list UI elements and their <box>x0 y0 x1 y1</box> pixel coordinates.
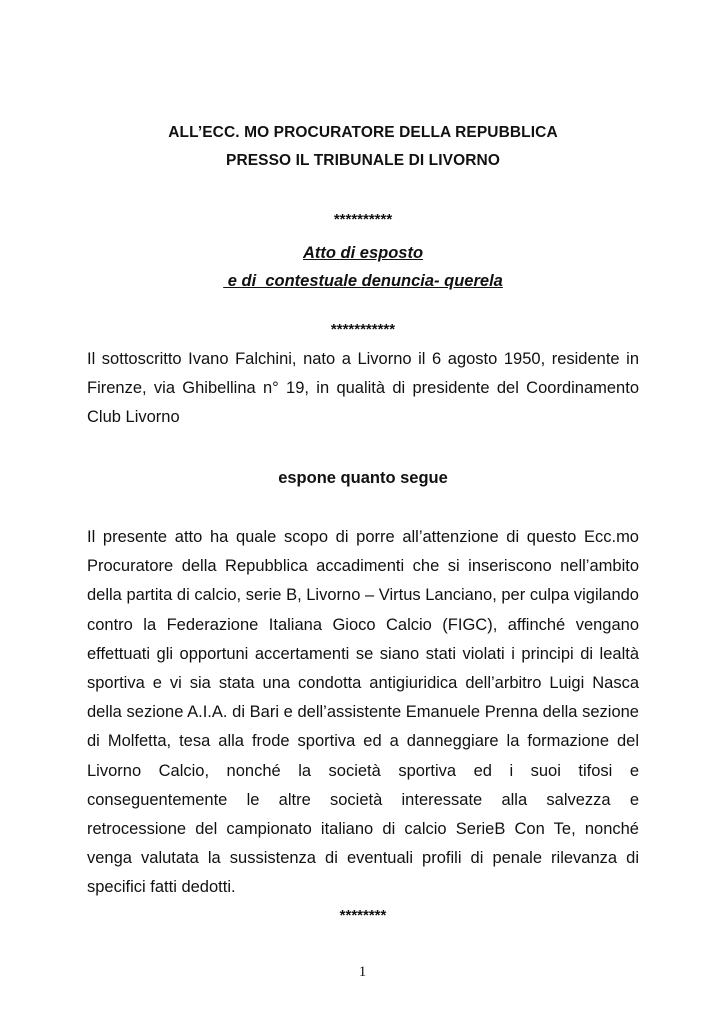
page-number: 1 <box>358 964 367 980</box>
section-heading: espone quanto segue <box>278 469 448 487</box>
body-paragraph: Il presente atto ha quale scopo di porre all’attenzione di questo Ecc.mo Procuratore della Repubblica accadimenti che si inseriscono nell’ambito della partita di calcio, serie B, Livorno – Virtus Lanciano, per culpa vigilando contro la Federazione Italiana Gioco Calcio (FIGC), affinché vengano effettuati gli opportuni accertamenti se siano stati violati i principi di lealtà sportiva e vi sia stata una condotta antigiuridica dell’arbitro Luigi Nasca della sezione A.I.A. di Bari e dell’assistente Emanuele Prenna della sezione di Molfetta, tesa alla frode sportiva ed a danneggiare la formazione del Livorno Calcio, nonché la società sportiva ed i suoi tifosi e conseguentemente le altre società interessate alla salvezza e retrocessione del campionato italiano di calcio SerieB Con Te, nonché venga valutata la sussistenza di eventuali profili di penale rilevanza di specifici fatti dedotti. <box>87 528 639 897</box>
document-subtitle-continued <box>87 272 639 291</box>
separator-stars-1: ********** <box>333 211 393 228</box>
document-subtitle <box>87 244 639 263</box>
separator-stars-3: ******** <box>339 907 387 924</box>
intro-paragraph: Il sottoscritto Ivano Falchini, nato a Livorno il 6 agosto 1950, residente in Firenze, via Ghibellina n° 19, in qualità di presidente del Coordinamento Club Livorno <box>87 350 639 427</box>
addressee-line-1: ALL’ECC. MO PROCURATORE DELLA REPUBBLICA <box>168 124 558 141</box>
separator-stars-2: *********** <box>330 321 396 338</box>
subtitle-line-1: Atto di esposto <box>302 244 424 262</box>
addressee-line-2: PRESSO IL TRIBUNALE DI LIVORNO <box>226 152 500 169</box>
subtitle-line-2: e di contestuale denuncia- querela <box>223 272 503 290</box>
